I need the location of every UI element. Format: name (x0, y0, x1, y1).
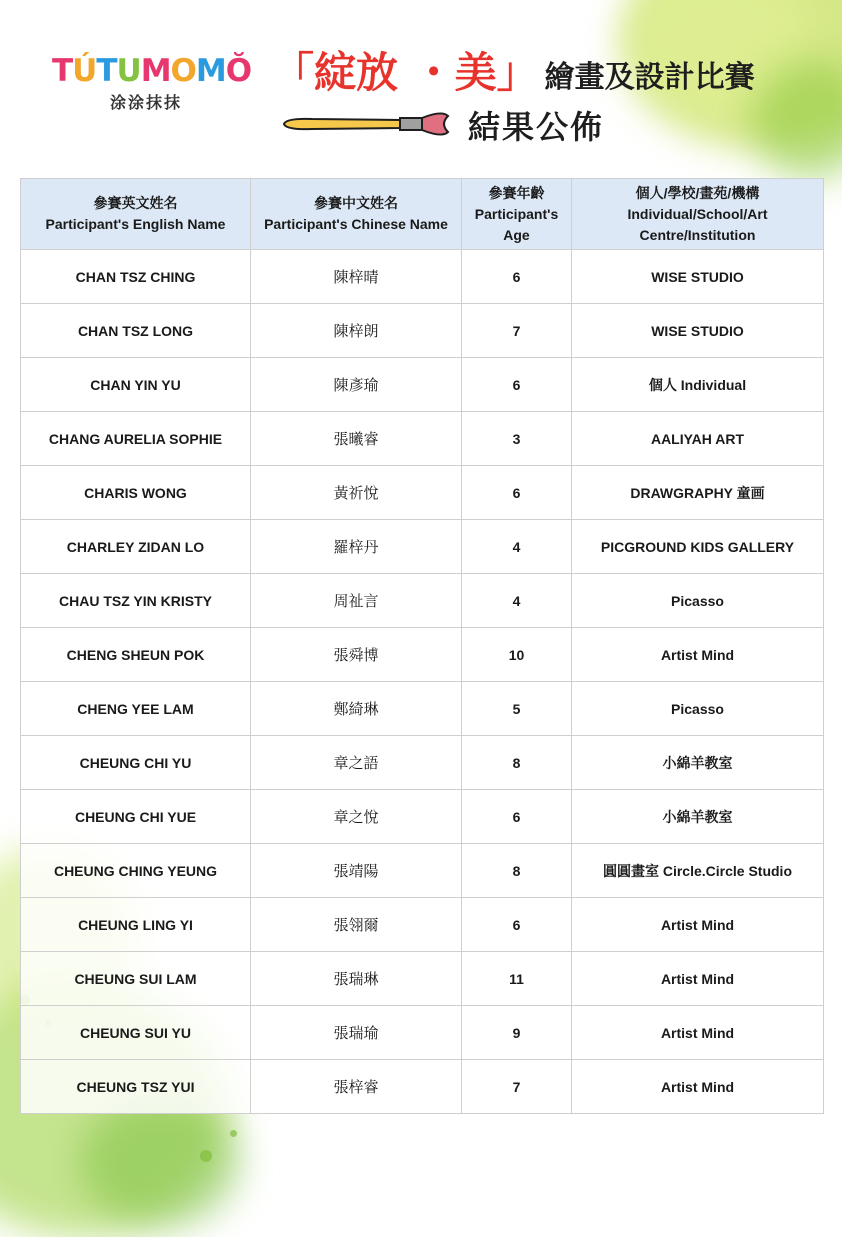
logo-wordmark (52, 54, 262, 88)
table-row (21, 574, 824, 628)
institution-cell: Picasso (572, 682, 824, 736)
chinese-name-cell: 章之語 (251, 736, 462, 790)
table-row (21, 412, 824, 466)
page-title (272, 40, 755, 100)
english-name-cell: CHENG YEE LAM (21, 682, 251, 736)
chinese-name-cell: 張瑞琳 (251, 952, 462, 1006)
paint-dot (230, 1130, 237, 1137)
header-institution: 個人/學校/畫苑/機構 Individual/School/Art Centre/Institution (572, 179, 824, 250)
table-row (21, 736, 824, 790)
english-name-cell: CHANG AURELIA SOPHIE (21, 412, 251, 466)
english-name-cell: CHEUNG CHING YEUNG (21, 844, 251, 898)
logo-letter: Ŏ (225, 53, 252, 89)
table-row (21, 358, 824, 412)
chinese-name-cell: 章之悅 (251, 790, 462, 844)
age-cell: 6 (462, 358, 572, 412)
age-cell: 7 (462, 1060, 572, 1114)
english-name-cell: CHEUNG SUI LAM (21, 952, 251, 1006)
table-row (21, 952, 824, 1006)
table-row (21, 898, 824, 952)
chinese-name-cell: 張靖陽 (251, 844, 462, 898)
institution-cell: 個人 Individual (572, 358, 824, 412)
chinese-name-cell: 黃祈悅 (251, 466, 462, 520)
table-row (21, 1060, 824, 1114)
age-cell: 6 (462, 790, 572, 844)
institution-cell: Artist Mind (572, 628, 824, 682)
english-name-cell: CHEUNG CHI YU (21, 736, 251, 790)
tutumomo-logo (52, 54, 262, 124)
table-row (21, 682, 824, 736)
age-cell: 3 (462, 412, 572, 466)
english-name-cell: CHENG SHEUN POK (21, 628, 251, 682)
title-quote: 「綻放 ・美」 (272, 48, 539, 97)
institution-cell: AALIYAH ART (572, 412, 824, 466)
chinese-name-cell: 周祉言 (251, 574, 462, 628)
chinese-name-cell: 陳梓朗 (251, 304, 462, 358)
title-rest: 繪畫及設計比賽 (544, 60, 755, 95)
english-name-cell: CHAU TSZ YIN KRISTY (21, 574, 251, 628)
institution-cell: 圓圓畫室 Circle.Circle Studio (572, 844, 824, 898)
age-cell: 5 (462, 682, 572, 736)
english-name-cell: CHAN YIN YU (21, 358, 251, 412)
logo-letter: T (96, 53, 117, 89)
age-cell: 6 (462, 250, 572, 304)
table-row (21, 520, 824, 574)
age-cell: 6 (462, 466, 572, 520)
logo-letter: Ú (72, 53, 97, 89)
logo-letter: U (116, 53, 141, 89)
institution-cell: Artist Mind (572, 1006, 824, 1060)
header-english-name: 參賽英文姓名 Participant's English Name (21, 179, 251, 250)
institution-cell: Picasso (572, 574, 824, 628)
age-cell: 6 (462, 898, 572, 952)
english-name-cell: CHAN TSZ LONG (21, 304, 251, 358)
chinese-name-cell: 張曦睿 (251, 412, 462, 466)
chinese-name-cell: 陳彥瑜 (251, 358, 462, 412)
age-cell: 9 (462, 1006, 572, 1060)
english-name-cell: CHEUNG CHI YUE (21, 790, 251, 844)
paint-dot (200, 1150, 212, 1162)
english-name-cell: CHEUNG LING YI (21, 898, 251, 952)
chinese-name-cell: 鄭綺琳 (251, 682, 462, 736)
chinese-name-cell: 羅梓丹 (251, 520, 462, 574)
header-chinese-name: 參賽中文姓名 Participant's Chinese Name (251, 179, 462, 250)
chinese-name-cell: 張瑞瑜 (251, 1006, 462, 1060)
table-row (21, 304, 824, 358)
english-name-cell: CHARLEY ZIDAN LO (21, 520, 251, 574)
institution-cell: 小綿羊教室 (572, 790, 824, 844)
table-header-row (21, 179, 824, 250)
institution-cell: DRAWGRAPHY 童画 (572, 466, 824, 520)
institution-cell: Artist Mind (572, 952, 824, 1006)
institution-cell: Artist Mind (572, 898, 824, 952)
chinese-name-cell: 張翎爾 (251, 898, 462, 952)
logo-letter: M (195, 53, 226, 89)
age-cell: 10 (462, 628, 572, 682)
paintbrush-icon (282, 108, 450, 140)
chinese-name-cell: 陳梓晴 (251, 250, 462, 304)
watercolor-splash-bottom-left (80, 1097, 240, 1227)
age-cell: 8 (462, 844, 572, 898)
institution-cell: WISE STUDIO (572, 304, 824, 358)
results-table (20, 178, 824, 1114)
age-cell: 11 (462, 952, 572, 1006)
logo-subtitle: 涂涂抹抹 (110, 93, 183, 112)
age-cell: 4 (462, 574, 572, 628)
institution-cell: PICGROUND KIDS GALLERY (572, 520, 824, 574)
table-row (21, 250, 824, 304)
table-row (21, 790, 824, 844)
age-cell: 4 (462, 520, 572, 574)
english-name-cell: CHARIS WONG (21, 466, 251, 520)
table-row (21, 466, 824, 520)
logo-letter: M (140, 53, 171, 89)
english-name-cell: CHAN TSZ CHING (21, 250, 251, 304)
age-cell: 7 (462, 304, 572, 358)
institution-cell: 小綿羊教室 (572, 736, 824, 790)
english-name-cell: CHEUNG TSZ YUI (21, 1060, 251, 1114)
age-cell: 8 (462, 736, 572, 790)
table-row (21, 844, 824, 898)
institution-cell: WISE STUDIO (572, 250, 824, 304)
table-row (21, 1006, 824, 1060)
institution-cell: Artist Mind (572, 1060, 824, 1114)
logo-letter: O (170, 53, 196, 89)
header-age: 參賽年齡 Participant's Age (462, 179, 572, 250)
logo-letter: T (52, 53, 73, 89)
chinese-name-cell: 張舜博 (251, 628, 462, 682)
page-subtitle: 結果公佈 (468, 108, 605, 146)
english-name-cell: CHEUNG SUI YU (21, 1006, 251, 1060)
table-row (21, 628, 824, 682)
chinese-name-cell: 張梓睿 (251, 1060, 462, 1114)
